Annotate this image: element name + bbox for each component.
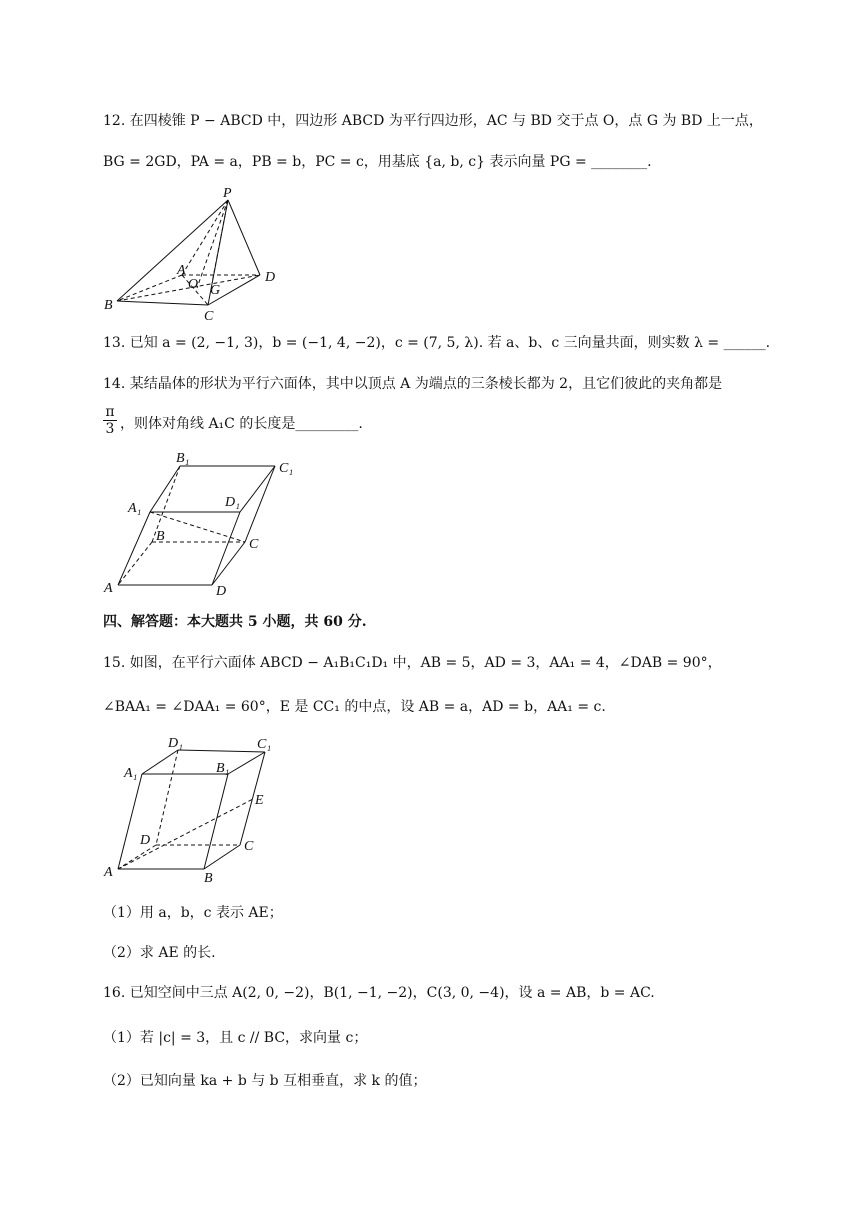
q12-line2: BG = 2GD，PA = a，PB = b，PC = c，用基底 {a, b, c} 表示向量 PG = ________. [103,154,652,170]
q15-part1: （1）用 a，b，c 表示 AE； [103,905,283,921]
q12-line1: 12. 在四棱锥 P − ABCD 中，四边形 ABCD 为平行四边形，AC 与 BD 交于点 O，点 G 为 BD 上一点， [103,113,763,129]
q15-line1: 15. 如图，在平行六面体 ABCD − A₁B₁C₁D₁ 中，AB = 5，AD = 3，AA₁ = 4，∠DAB = 90°， [103,655,722,671]
q16-line1: 16. 已知空间中三点 A(2, 0, −2)，B(1, −1, −2)，C(3, 0, −4)，设 a = AB，b = AC. [103,985,655,1001]
q12-pyramid-figure [100,185,290,324]
q14-fraction [103,404,117,437]
q15-label-C: C [244,839,254,854]
q14-label-B: B [156,529,165,544]
q15-line2: ∠BAA₁ = ∠DAA₁ = 60°，E 是 CC₁ 的中点，设 AB = a，AD = b，AA₁ = c. [103,699,606,715]
q15-part2: （2）求 AE 的长. [103,945,216,961]
q12-label-O: O [188,277,199,292]
q14-label-A: A [104,581,113,596]
q14-label-A1: A₁ [128,501,142,516]
q15-label-D1: D₁ [168,736,183,751]
q14-fraction-numerator: π [103,404,117,421]
q14-label-D1: D₁ [225,495,240,510]
section-heading: 四、解答题：本大题共 5 小题，共 60 分. [103,614,367,630]
q12-label-B: B [104,298,113,313]
q15-label-A1: A₁ [124,766,138,781]
q15-label-E: E [255,793,264,808]
q13-line1: 13. 已知 a = (2, −1, 3)，b = (−1, 4, −2)，c = (7, 5, λ). 若 a、b、c 三向量共面，则实数 λ = ______. [103,335,771,351]
q14-label-D: D [216,584,227,599]
q14-label-B1: B₁ [176,451,190,466]
q15-label-A: A [104,865,113,880]
q14-label-C1: C₁ [279,461,294,476]
q15-label-D: D [140,833,151,848]
q14-line1: 14. 某结晶体的形状为平行六面体，其中以顶点 A 为端点的三条棱长都为 2，且它们彼此的夹角都是 [103,376,723,392]
q16-part2: （2）已知向量 ka + b 与 b 互相垂直，求 k 的值； [103,1073,427,1089]
q15-label-C1: C₁ [257,737,272,752]
q12-label-A: A [177,263,186,278]
q14-parallelepiped-figure [100,450,300,604]
q14-fraction-denominator: 3 [105,421,115,437]
q15-label-B1: B₁ [216,761,230,776]
q14-label-C: C [249,537,259,552]
q12-label-G: G [210,283,221,298]
q14-line2: ，则体对角线 A₁C 的长度是_________. [120,416,363,432]
q15-label-B: B [204,871,213,886]
q12-label-P: P [223,186,232,201]
q12-label-D: D [265,270,276,285]
q15-parallelepiped-figure [100,732,290,891]
q16-part1: （1）若 |c| = 3，且 c // BC，求向量 c； [103,1030,368,1046]
q12-label-C: C [204,309,214,324]
